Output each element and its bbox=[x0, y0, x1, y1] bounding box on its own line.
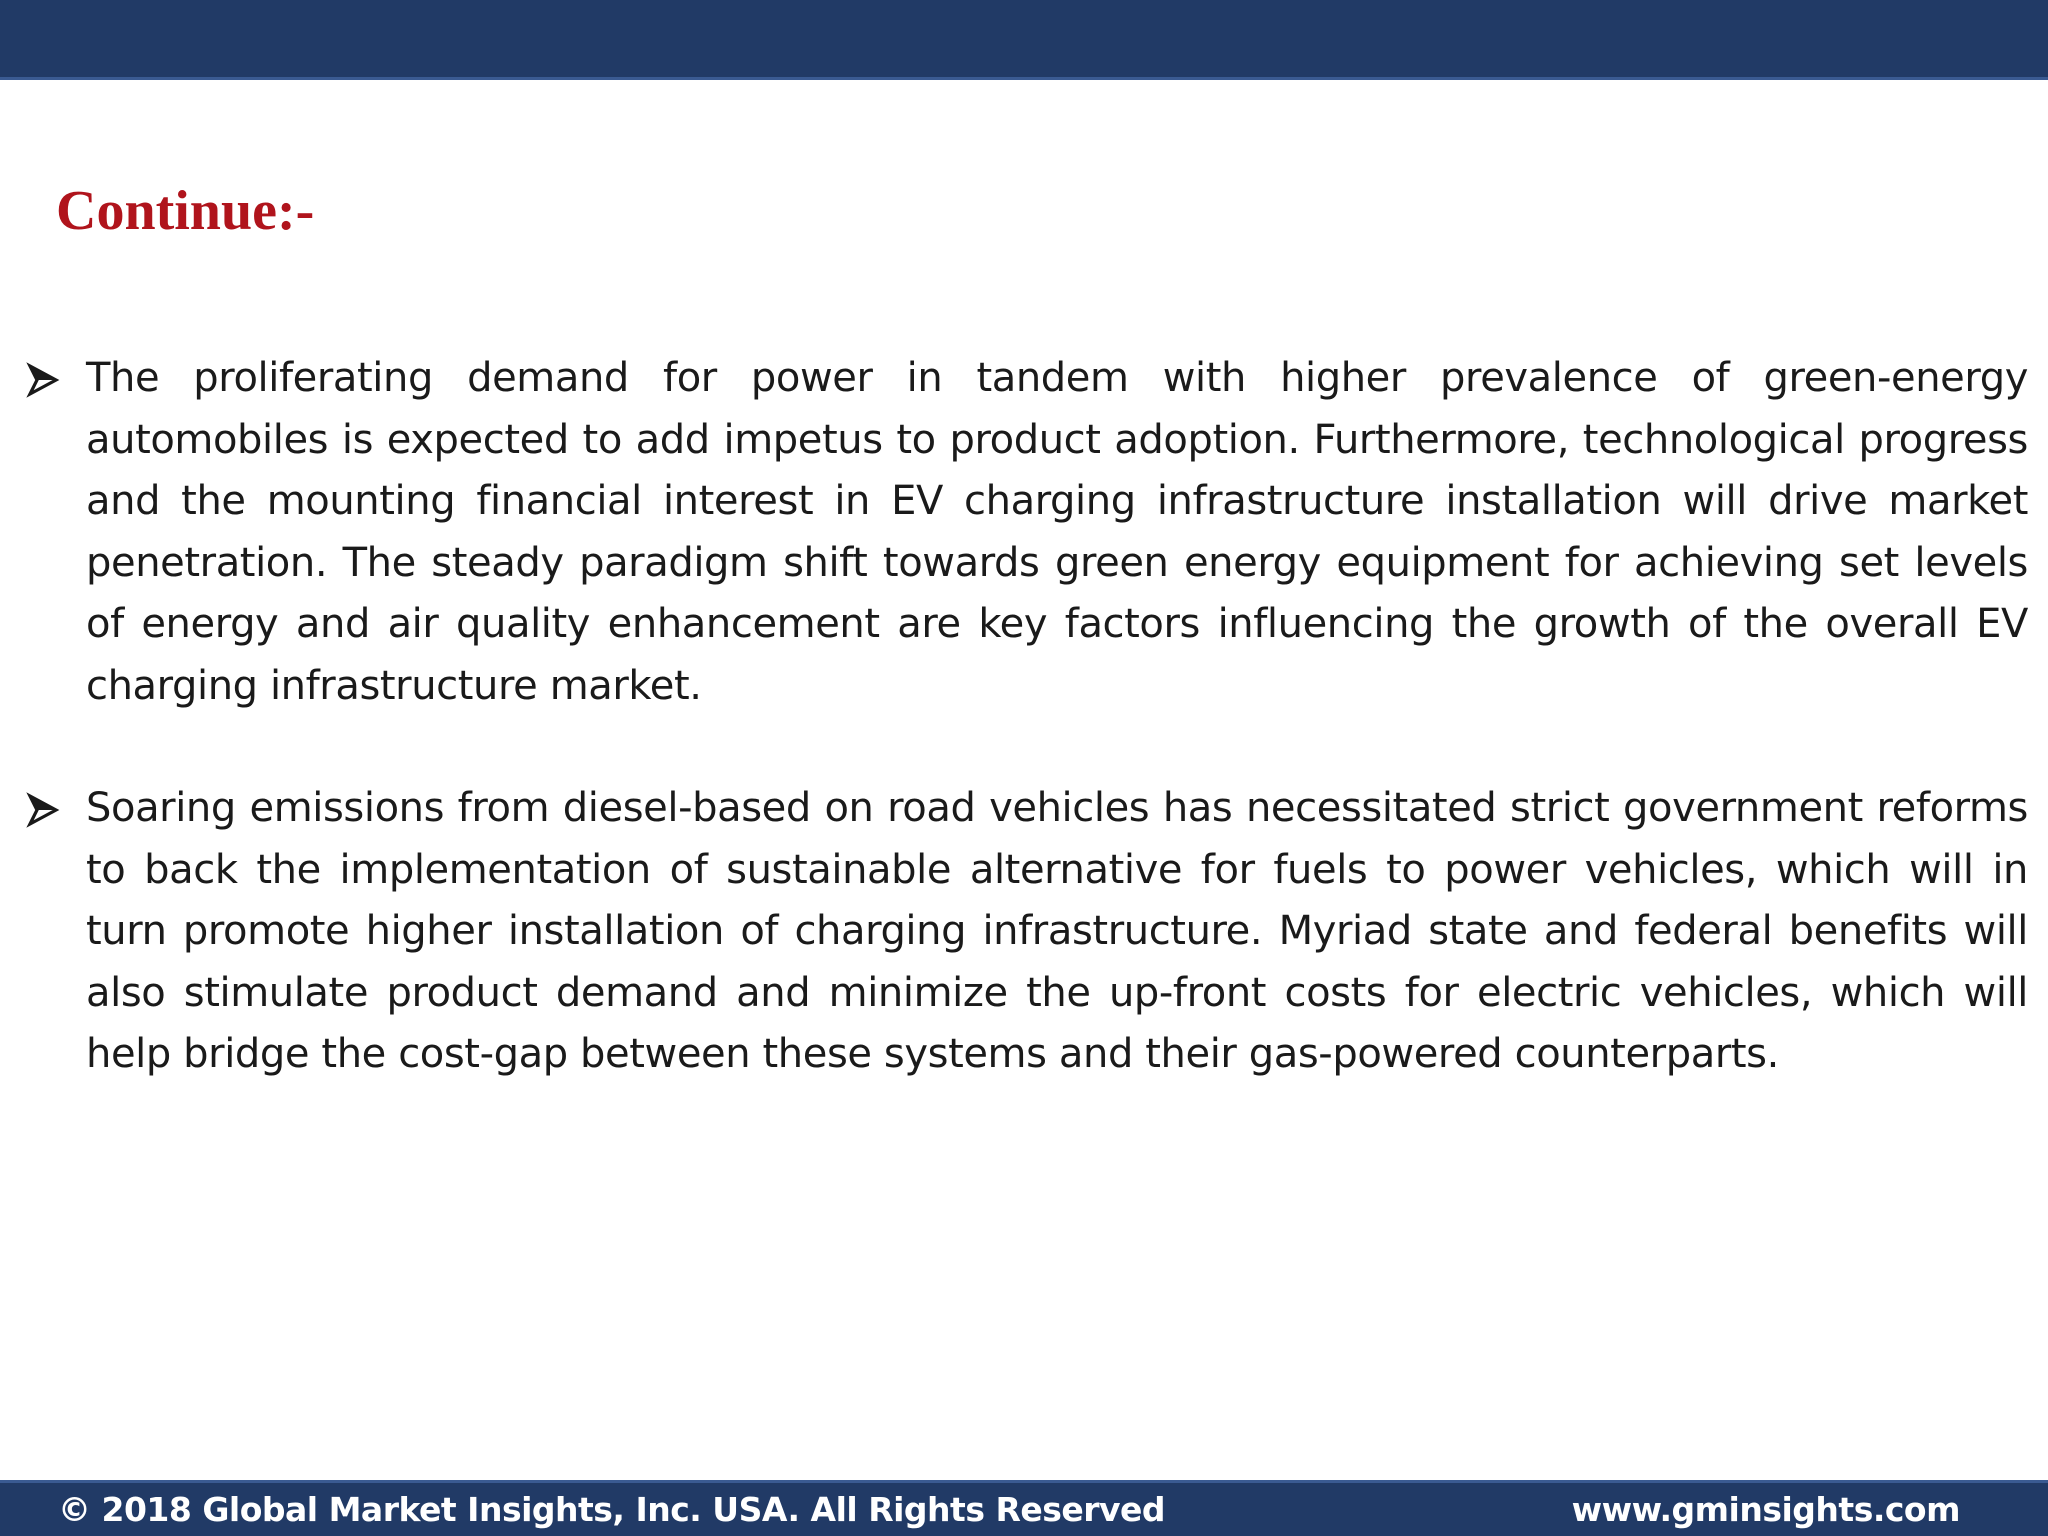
footer-bar bbox=[0, 1480, 2048, 1536]
header-bar bbox=[0, 0, 2048, 80]
footer-website-link[interactable]: www.gminsights.com bbox=[1571, 1490, 1960, 1529]
header-bar-rule bbox=[0, 77, 2048, 80]
arrow-bullet-icon bbox=[24, 362, 60, 398]
footer-copyright: © 2018 Global Market Insights, Inc. USA. All Rights Reserved bbox=[58, 1490, 1166, 1529]
slide-title: Continue:- bbox=[56, 180, 315, 242]
bullet-text: Soaring emissions from diesel-based on road vehicles has necessitated strict government reforms to back the implementation of sustainable alternative for fuels to power vehicles, which will in turn promote higher installation of charging infrastructure. Myriad state and federal benefits will also stimulate product demand and minimize the up-front costs for electric vehicles, which will help bridge the cost-gap between these systems and their gas-powered counterparts. bbox=[86, 785, 2028, 1077]
arrow-bullet-icon bbox=[24, 792, 60, 828]
bullet-text: The proliferating demand for power in tandem with higher prevalence of green-energy automobiles is expected to add impetus to product adoption. Furthermore, technological progress and the mounting financial interest in EV charging infrastructure installation will drive market penetration. The steady paradigm shift towards green energy equipment for achieving set levels of energy and air quality enhancement are key factors influencing the growth of the overall EV charging infrastructure market. bbox=[86, 355, 2028, 709]
